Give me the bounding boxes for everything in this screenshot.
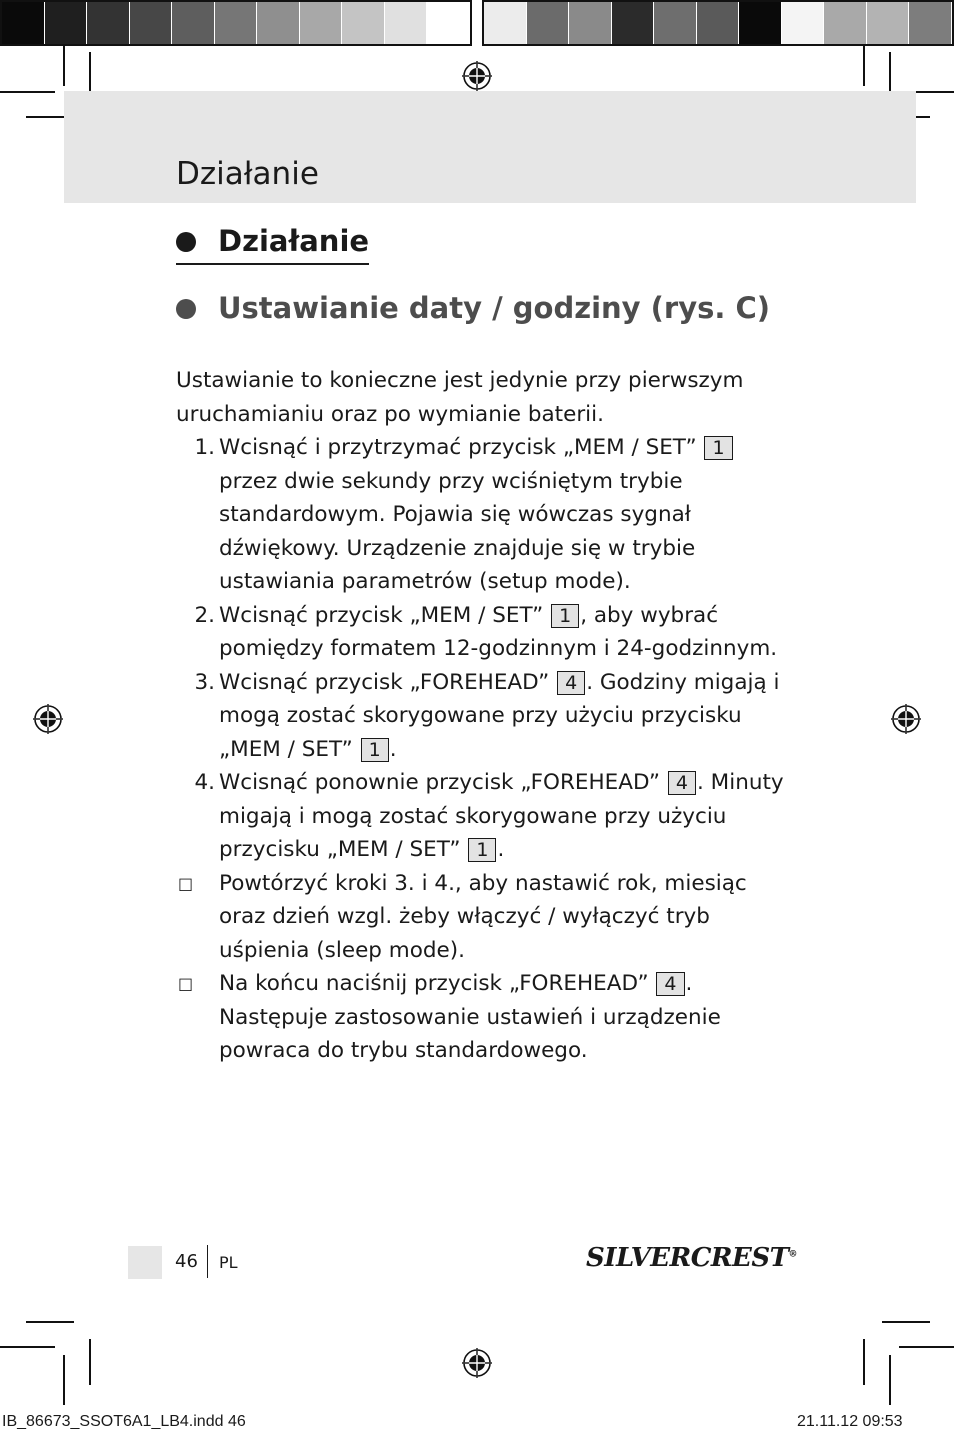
color-swatch [130,2,173,44]
step-text-part: . Minuty migają i mogą zostać skorygowane przy użyciu przycisku „MEM / SET” [219,770,784,862]
list-item [176,599,786,666]
step-number: 4. [194,770,215,795]
instructions-body [176,364,786,1068]
color-swatch [484,2,527,44]
page-number: 46 [175,1251,198,1272]
print-slug-datetime: 21.11.12 09:53 [797,1413,903,1430]
step-number: 2. [194,602,215,628]
step-text-part: Wcisnąć ponownie przycisk „FOREHEAD” [219,770,667,795]
checkbox-bullet-icon: □ [178,873,194,893]
color-calibration-bar-left [0,0,472,46]
color-swatch [215,2,258,44]
step-text [219,666,786,767]
step-text-part: . Godziny migają i mogą zostać skorygowane przy użyciu przycisku „MEM / SET” [219,669,780,762]
color-swatch [909,2,952,44]
brand-name: SILVERCREST [586,1243,789,1273]
note-text-part: . Następuje zastosowanie ustawień i urządzenie powraca do trybu standardowego. [219,971,721,1063]
color-swatch [867,2,910,44]
crop-mark [0,91,55,93]
crop-mark [89,1339,91,1385]
bullet-icon [176,232,196,252]
color-swatch [697,2,740,44]
step-text [219,599,786,666]
color-swatch [824,2,867,44]
color-swatch [87,2,130,44]
step-number: 1. [194,435,215,460]
list-item [176,431,786,599]
subsection-heading: Ustawianie daty / godziny (rys. C) [218,291,771,325]
footer-tab [128,1246,162,1279]
step-text-part: przez dwie sekundy przy wciśniętym trybie standardowym. Pojawia się wówczas sygnał dźwiękowy. Urządzenie znajduje się w trybie ustawiania parametrów (setup mode). [219,468,696,594]
color-swatch [427,2,470,44]
registered-mark: ® [788,1249,797,1260]
key-reference: 1 [704,436,732,460]
color-swatch [739,2,782,44]
step-number: 3. [194,669,215,695]
key-reference: 1 [551,604,579,628]
heading-underline [176,263,369,265]
step-text-part: Wcisnąć przycisk „FOREHEAD” [219,669,557,695]
list-item [176,867,786,968]
step-text-part: , aby wybrać pomiędzy formatem 12-godzinnym i 24-godzinnym. [219,602,778,661]
color-swatch [385,2,428,44]
step-text [219,431,786,599]
color-swatch [612,2,655,44]
color-swatch [257,2,300,44]
bullet-icon [176,299,196,319]
color-swatch [45,2,88,44]
color-swatch [172,2,215,44]
key-reference: 1 [468,838,496,862]
brand-logo [586,1243,797,1273]
color-swatch [569,2,612,44]
step-text-part: . [497,837,505,862]
step-text-part: Wcisnąć i przytrzymać przycisk „MEM / SET” [219,435,704,460]
steps-list [176,431,786,1068]
step-text-part: Wcisnąć przycisk „MEM / SET” [219,602,551,628]
color-swatch [782,2,825,44]
step-text [219,766,786,867]
intro-paragraph: Ustawianie to konieczne jest jedynie przy pierwszym uruchamianiu oraz po wymianie baterii. [176,368,744,427]
list-item [176,967,786,1068]
key-reference: 4 [557,671,585,695]
key-reference: 4 [668,771,696,795]
color-swatch [342,2,385,44]
crop-mark [863,1339,865,1385]
color-swatch [654,2,697,44]
step-text-part: . [389,736,397,762]
color-swatch [527,2,570,44]
crop-mark [863,46,865,86]
registration-mark-icon [462,61,492,91]
key-reference: 1 [361,738,389,762]
print-slug-file: IB_86673_SSOT6A1_LB4.indd 46 [2,1413,246,1430]
registration-mark-icon [891,704,921,734]
section-heading: Działanie [218,224,370,258]
crop-mark [63,1355,65,1405]
color-swatch [2,2,45,44]
key-reference: 4 [656,972,684,996]
crop-mark [63,46,65,86]
note-text [219,967,786,1068]
crop-mark [899,1346,954,1348]
note-text: Powtórzyć kroki 3. i 4., aby nastawić rok, miesiąc oraz dzień wzgl. żeby włączyć / wyłączyć tryb uśpienia (sleep mode). [219,870,747,963]
color-calibration-bar-right [482,0,954,46]
list-item [176,666,786,767]
crop-mark [882,1321,930,1323]
color-swatch [300,2,343,44]
note-text-part: Na końcu naciśnij przycisk „FOREHEAD” [219,971,656,996]
crop-mark [889,1355,891,1405]
crop-mark [0,1346,55,1348]
checkbox-bullet-icon: □ [178,974,194,993]
crop-mark [26,1321,74,1323]
page-header-title: Działanie [176,156,319,192]
list-item [176,766,786,867]
footer-divider [207,1245,208,1278]
registration-mark-icon [33,704,63,734]
language-code: PL [219,1253,238,1272]
registration-mark-icon [462,1348,492,1378]
